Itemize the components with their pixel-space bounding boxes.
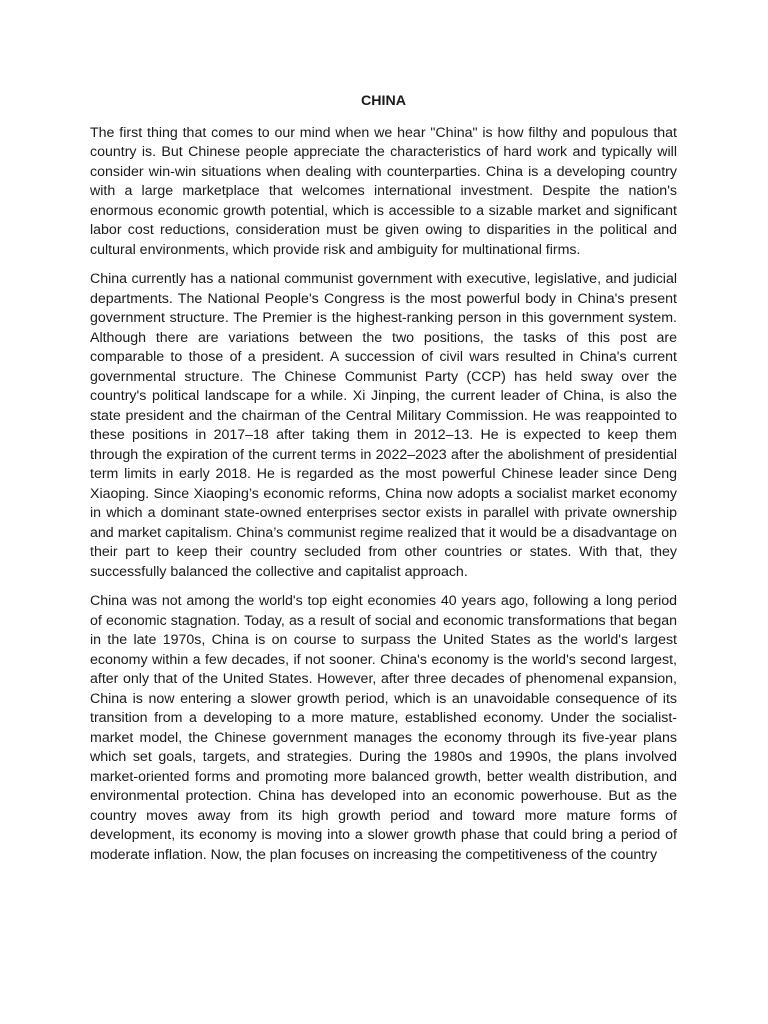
paragraph-2: China currently has a national communist government with executive, legislative, and judicial departments. The National People's Congress is the most powerful body in China's present government structure. The Premier is the highest-ranking person in this government system. Although there are variations between the two positions, the tasks of this post are comparable to those of a president. A succession of civil wars resulted in China's current governmental structure. The Chinese Communist Party (CCP) has held sway over the country's political landscape for a while. Xi Jinping, the current leader of China, is also the state president and the chairman of the Central Military Commission. He was reappointed to these positions in 2017–18 after taking them in 2012–13. He is expected to keep them through the expiration of the current terms in 2022–2023 after the abolishment of presidential term limits in early 2018. He is regarded as the most powerful Chinese leader since Deng Xiaoping. Since Xiaoping’s economic reforms, China now adopts a socialist market economy in which a dominant state-owned enterprises sector exists in parallel with private ownership and market capitalism. China’s communist regime realized that it would be a disadvantage on their part to keep their country secluded from other countries or states. With that, they successfully balanced the collective and capitalist approach. [90, 271, 677, 580]
paragraph-3: China was not among the world's top eight economies 40 years ago, following a long period of economic stagnation. Today, as a result of social and economic transformations that began in the late 1970s, China is on course to surpass the United States as the world's largest economy within a few decades, if not sooner. China's economy is the world's second largest, after only that of the United States. However, after three decades of phenomenal expansion, China is now entering a slower growth period, which is an unavoidable consequence of its transition from a developing to a more mature, established economy. Under the socialist-market model, the Chinese government manages the economy through its five-year plans which set goals, targets, and strategies. During the 1980s and 1990s, the plans involved market-oriented forms and promoting more balanced growth, better wealth distribution, and environmental protection. China has developed into an economic powerhouse. But as the country moves away from its high growth period and toward more mature forms of development, its economy is moving into a slower growth phase that could bring a period of moderate inflation. Now, the plan focuses on increasing the competitiveness of the country [90, 593, 677, 863]
document-title: CHINA [361, 93, 406, 109]
document-body [90, 92, 677, 875]
paragraph-1: The first thing that comes to our mind when we hear "China" is how filthy and populous that country is. But Chinese people appreciate the characteristics of hard work and typically will consider win-win situations when dealing with counterparties. China is a developing country with a large marketplace that welcomes international investment. Despite the nation's enormous economic growth potential, which is accessible to a sizable market and significant labor cost reductions, consideration must be given owing to disparities in the political and cultural environments, which provide risk and ambiguity for multinational firms. [90, 124, 677, 258]
